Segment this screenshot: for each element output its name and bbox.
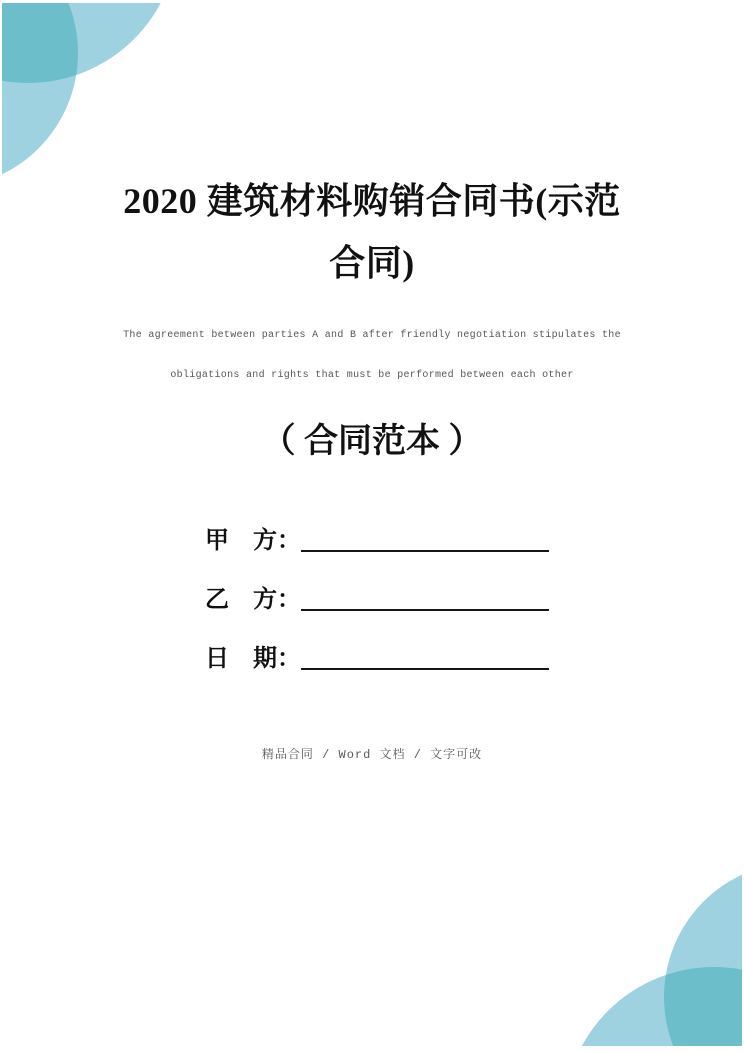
field-party-b: [205, 583, 565, 642]
subtitle-line-2: obligations and rights that must be performed between each other: [170, 370, 574, 381]
field-party-b-fill-line[interactable]: [301, 583, 549, 611]
document-title-line-1: 2020 建筑材料购销合同书(示范: [123, 181, 621, 221]
subtitle-line-1: The agreement between parties A and B after friendly negotiation stipulates the: [123, 330, 621, 341]
template-label: （ 合同范本 ）: [261, 423, 483, 460]
footer-tagline: 精品合同 / Word 文档 / 文字可改: [261, 748, 483, 762]
subtitle-english: [0, 316, 744, 396]
field-date-fill-line[interactable]: [301, 642, 549, 670]
field-party-a-label: 甲 方：: [205, 528, 301, 554]
field-party-a: [205, 524, 565, 583]
decoration-circle: [2, 3, 178, 83]
field-date-label: 日 期：: [205, 646, 301, 672]
decoration-circle: [664, 862, 742, 1046]
corner-decoration-bottom-right: [542, 850, 742, 1046]
fill-in-fields: [205, 524, 565, 701]
decoration-circle: [2, 3, 78, 188]
document-title-line-2: 合同): [329, 243, 415, 283]
document-title: [0, 170, 744, 294]
field-party-b-label: 乙 方：: [205, 587, 301, 613]
field-party-a-fill-line[interactable]: [301, 524, 549, 552]
field-date: [205, 642, 565, 701]
decoration-circle-overlap: [2, 3, 78, 188]
decoration-circle-overlap: [664, 862, 742, 1046]
decoration-circle: [564, 967, 742, 1046]
